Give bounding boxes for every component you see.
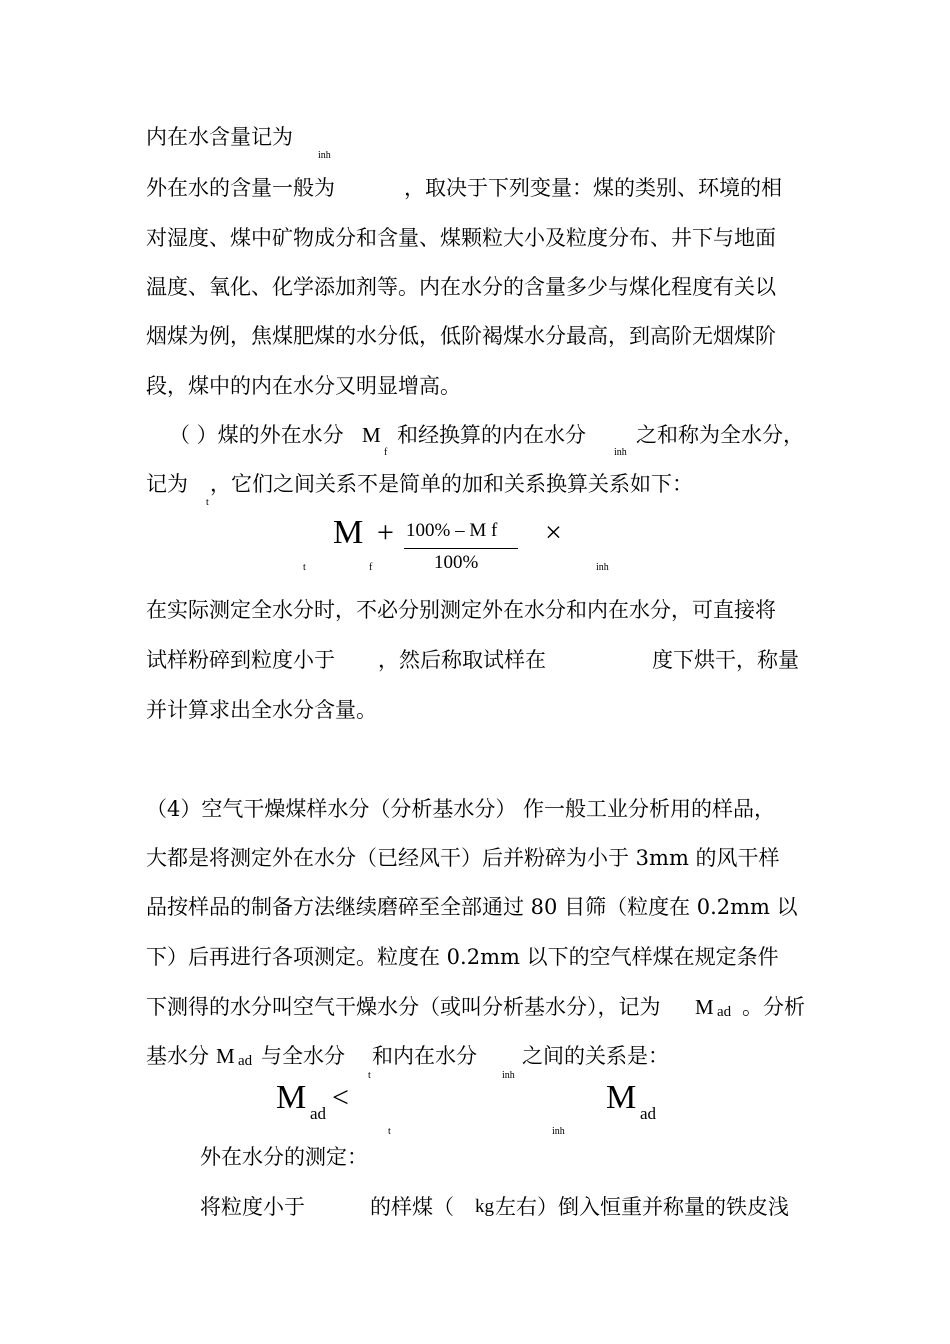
text-line: 品按样品的制备方法继续磨碎至全部通过 80 目筛（粒度在 0.2mm 以 <box>146 895 798 919</box>
text-line: 在实际测定全水分时，不必分别测定外在水分和内在水分，可直接将 <box>146 598 776 622</box>
text-line: ，取决于下列变量：煤的类别、环境的相 <box>404 176 782 200</box>
text-line: 外在水的含量一般为 <box>146 176 335 200</box>
subscript-f: f <box>384 447 388 458</box>
formula-M: M <box>606 1079 637 1116</box>
text-line: 内在水含量记为 <box>146 125 293 149</box>
text-line: 下）后再进行各项测定。粒度在 0.2mm 以下的空气样煤在规定条件 <box>146 945 779 969</box>
unit-kg: kg <box>475 1196 494 1217</box>
text-line: ，然后称取试样在 <box>378 648 546 672</box>
formula-plus: + <box>377 516 394 549</box>
formula-denominator: 100% <box>434 552 479 573</box>
text-line: 对湿度、煤中矿物成分和含量、煤颗粒大小及粒度分布、井下与地面 <box>146 226 776 250</box>
subscript-ad: ad <box>717 1004 732 1020</box>
text-line: （ ）煤的外在水分 <box>169 423 344 447</box>
formula-numerator: 100% – M f <box>406 520 498 541</box>
subscript-inh: inh <box>318 150 331 161</box>
heading-line: 外在水分的测定： <box>200 1145 368 1169</box>
subscript-ad: ad <box>238 1053 253 1069</box>
subscript-t: t <box>368 1070 371 1081</box>
text-line: 的样煤（ <box>370 1195 454 1219</box>
text-line: （4）空气干燥煤样水分（分析基水分） 作一般工业分析用的样品， <box>146 797 776 821</box>
formula-M: M <box>333 514 364 551</box>
fraction-bar <box>404 548 518 549</box>
formula-less-than: < <box>332 1081 349 1114</box>
subscript-inh: inh <box>614 447 627 458</box>
math-symbol: M <box>216 1044 235 1068</box>
text-line: 之和称为全水分， <box>636 423 804 447</box>
text-line: 段，煤中的内在水分又明显增高。 <box>146 374 461 398</box>
formula-M: M <box>276 1079 307 1116</box>
subscript-ad: ad <box>310 1104 327 1123</box>
subscript-t: t <box>206 497 209 508</box>
text-line: 大都是将测定外在水分（已经风干）后并粉碎为小于 3mm 的风干样 <box>146 846 780 870</box>
subscript-inh: inh <box>596 562 609 573</box>
text-line: 度下烘干，称量 <box>652 648 799 672</box>
text-line: 基水分 <box>146 1044 209 1068</box>
subscript-f: f <box>369 562 373 573</box>
text-line: ，它们之间关系不是简单的加和关系换算关系如下： <box>210 472 693 496</box>
text-line: 左右）倒入恒重并称量的铁皮浅 <box>495 1195 789 1219</box>
text-line: 和内在水分 <box>372 1044 477 1068</box>
text-line: 将粒度小于 <box>200 1195 305 1219</box>
text-line: 。分析 <box>742 995 805 1019</box>
subscript-t: t <box>388 1126 391 1137</box>
text-line: 下测得的水分叫空气干燥水分（或叫分析基水分），记为 <box>146 995 661 1019</box>
subscript-ad: ad <box>640 1104 657 1123</box>
math-symbol: M <box>362 423 381 447</box>
text-line: 之间的关系是： <box>522 1044 669 1068</box>
text-line: 温度、氧化、化学添加剂等。内在水分的含量多少与煤化程度有关以 <box>146 275 776 299</box>
text-line: 记为 <box>146 472 188 496</box>
text-line: 和经换算的内在水分 <box>397 423 586 447</box>
subscript-inh: inh <box>502 1070 515 1081</box>
math-symbol: M <box>695 995 714 1019</box>
subscript-t: t <box>303 562 306 573</box>
subscript-inh: inh <box>552 1126 565 1137</box>
text-line: 试样粉碎到粒度小于 <box>146 648 335 672</box>
text-line: 烟煤为例，焦煤肥煤的水分低，低阶褐煤水分最高，到高阶无烟煤阶 <box>146 324 776 348</box>
text-line: 与全水分 <box>261 1044 345 1068</box>
text-line: 并计算求出全水分含量。 <box>146 698 377 722</box>
formula-times: × <box>545 516 562 549</box>
